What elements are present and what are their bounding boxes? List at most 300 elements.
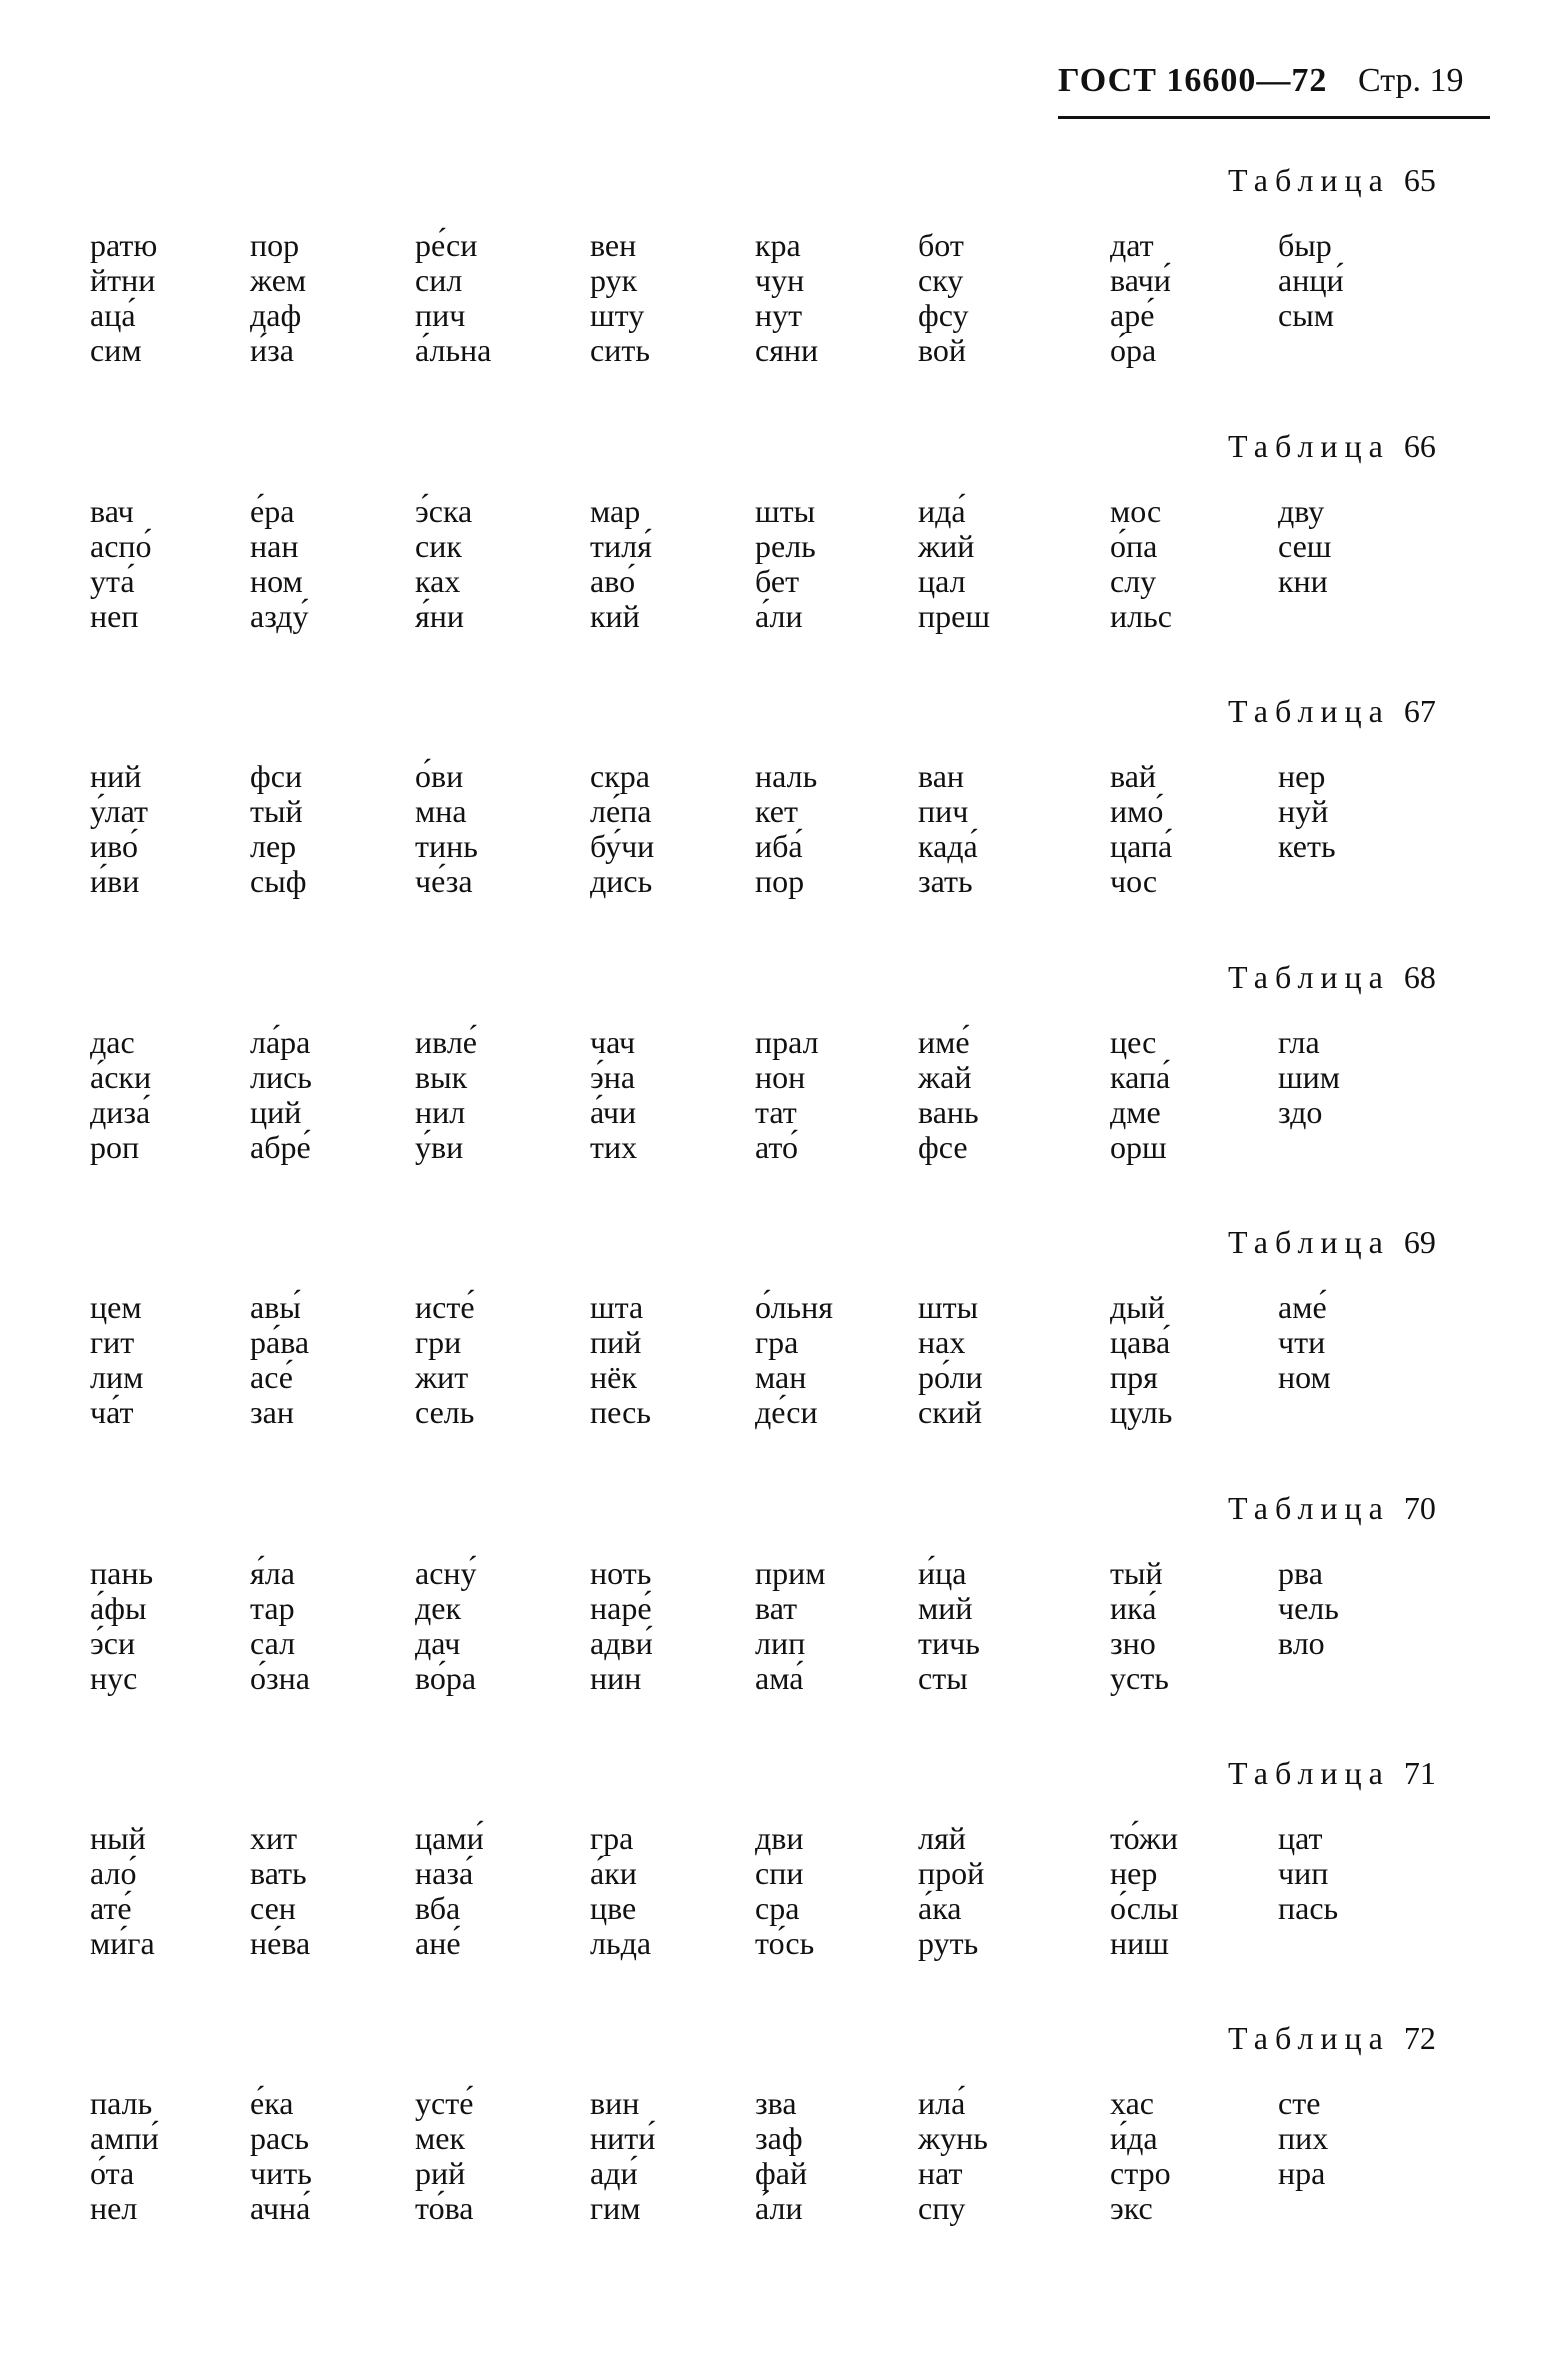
syllable: шту (590, 297, 645, 333)
syllable-column (90, 759, 250, 899)
syllable: дме (1110, 1094, 1161, 1130)
syllable: ват (755, 1590, 798, 1626)
syllable: шты (918, 1289, 979, 1325)
syllable-column (755, 494, 915, 634)
syllable: сыф (250, 863, 307, 899)
syllable: диза́ (90, 1094, 151, 1130)
syllable: ниш (1110, 1925, 1169, 1961)
syllable-column (590, 1025, 750, 1165)
syllable: вык (415, 1059, 468, 1095)
syllable: наль (755, 758, 818, 794)
syllable-column (918, 1556, 1078, 1696)
table-caption (1228, 2020, 1436, 2057)
syllable-column (1110, 1556, 1270, 1696)
syllable: нил (415, 1094, 466, 1130)
syllable: нан (250, 528, 299, 564)
syllable: аре́ (1110, 297, 1155, 333)
table-caption (1228, 1755, 1436, 1792)
syllable: песь (590, 1394, 651, 1430)
syllable: я́ни (415, 598, 464, 634)
syllable: ляй (918, 1820, 966, 1856)
syllable: тичь (918, 1625, 980, 1661)
syllable: сен (250, 1890, 296, 1926)
syllable-column (590, 1821, 750, 1961)
syllable: ми́га (90, 1925, 155, 1961)
syllable: вач (90, 493, 134, 529)
syllable-column (1110, 2086, 1270, 2226)
syllable: ний (90, 758, 142, 794)
syllable-column (415, 2086, 575, 2226)
table-caption (1228, 162, 1436, 199)
syllable: цве (590, 1890, 637, 1926)
syllable: фсу (918, 297, 969, 333)
syllable: ане́ (415, 1925, 461, 1961)
syllable: усте́ (415, 2085, 474, 2121)
syllable: сим (90, 332, 142, 368)
syllable: цава́ (1110, 1324, 1171, 1360)
syllable: ивле́ (415, 1024, 477, 1060)
syllable-table (0, 1224, 1547, 1474)
syllable: мар (590, 493, 641, 529)
syllable: нус (90, 1660, 138, 1696)
syllable: пря (1110, 1359, 1158, 1395)
standard-code: ГОСТ 16600—72 (1058, 62, 1328, 99)
syllable: чип (1278, 1855, 1329, 1891)
syllable: нер (1110, 1855, 1158, 1891)
syllable: зва (755, 2085, 797, 2121)
syllable: дись (590, 863, 653, 899)
syllable: нах (918, 1324, 966, 1360)
syllable: а́фы (90, 1590, 147, 1626)
syllable: йтни (90, 262, 156, 298)
syllable: бет (755, 563, 800, 599)
syllable: азду́ (250, 598, 309, 634)
syllable: кеть (1278, 828, 1336, 864)
syllable-column (918, 1025, 1078, 1165)
syllable: ном (1278, 1359, 1331, 1395)
syllable-table (0, 428, 1547, 678)
syllable-column (590, 1556, 750, 1696)
syllable: ман (755, 1359, 807, 1395)
syllable: неп (90, 598, 139, 634)
syllable: роп (90, 1129, 140, 1165)
syllable: асе́ (250, 1359, 293, 1395)
syllable: нити́ (590, 2120, 656, 2156)
syllable: е́ка (250, 2085, 294, 2121)
syllable: руть (918, 1925, 979, 1961)
syllable: нер (1278, 758, 1326, 794)
syllable: имо́ (1110, 793, 1164, 829)
syllable-column (90, 1290, 250, 1430)
syllable-column (918, 494, 1078, 634)
table-number: 72 (1403, 2020, 1436, 2056)
syllable: нра (1278, 2155, 1326, 2191)
syllable-column (250, 1821, 410, 1961)
syllable: здо (1278, 1094, 1323, 1130)
syllable-column (1278, 1290, 1438, 1395)
syllable: бу́чи (590, 828, 655, 864)
syllable: жунь (918, 2120, 988, 2156)
syllable: авы́ (250, 1289, 301, 1325)
syllable: наре́ (590, 1590, 652, 1626)
syllable: слу (1110, 563, 1157, 599)
table-caption-word: Таблица (1228, 959, 1390, 995)
syllable: а́ли (755, 2190, 803, 2226)
syllable: преш (918, 598, 990, 634)
syllable-table (0, 1490, 1547, 1740)
syllable: ильс (1110, 598, 1172, 634)
syllable-column (415, 1290, 575, 1430)
syllable: асну́ (415, 1555, 477, 1591)
syllable: а́чи (590, 1094, 637, 1130)
syllable: кий (590, 598, 640, 634)
syllable: быр (1278, 227, 1332, 263)
syllable: ра́ва (250, 1324, 310, 1360)
syllable: спу (918, 2190, 966, 2226)
table-number: 67 (1403, 693, 1436, 729)
syllable-column (918, 228, 1078, 368)
syllable-column (755, 1556, 915, 1696)
syllable: рель (755, 528, 816, 564)
syllable: цапа́ (1110, 828, 1173, 864)
syllable: о́ви (415, 758, 464, 794)
syllable: нут (755, 297, 803, 333)
syllable: гра (755, 1324, 799, 1360)
syllable: тих (590, 1129, 638, 1165)
syllable-column (1278, 228, 1438, 333)
syllable-column (1110, 759, 1270, 899)
syllable: ратю (90, 227, 158, 263)
table-number: 68 (1403, 959, 1436, 995)
syllable: тый (250, 793, 303, 829)
syllable: чос (1110, 863, 1158, 899)
syllable: зать (918, 863, 973, 899)
syllable: чить (250, 2155, 312, 2191)
syllable-column (90, 1025, 250, 1165)
syllable: гим (590, 2190, 641, 2226)
syllable: то́ва (415, 2190, 474, 2226)
table-caption (1228, 1224, 1436, 1261)
syllable: цал (918, 563, 966, 599)
syllable: аспо́ (90, 528, 152, 564)
page-header (1058, 62, 1490, 126)
syllable-column (1278, 494, 1438, 599)
table-caption-word: Таблица (1228, 1490, 1390, 1526)
syllable-column (415, 1025, 575, 1165)
syllable: адви́ (590, 1625, 653, 1661)
syllable: ида́ (918, 493, 966, 529)
syllable: е́ра (250, 493, 295, 529)
syllable: во́ра (415, 1660, 477, 1696)
syllable: сты (918, 1660, 968, 1696)
syllable-column (90, 2086, 250, 2226)
syllable: то́жи (1110, 1820, 1178, 1856)
syllable: а́ски (90, 1059, 152, 1095)
syllable: кни (1278, 563, 1328, 599)
syllable: ро́ли (918, 1359, 983, 1395)
syllable: ади́ (590, 2155, 638, 2191)
header-rule (1058, 116, 1490, 119)
page-number: Стр. 19 (1358, 62, 1464, 99)
syllable: име́ (918, 1024, 970, 1060)
syllable: цат (1278, 1820, 1323, 1856)
syllable-table (0, 2020, 1547, 2270)
syllable: о́зна (250, 1660, 310, 1696)
syllable: пор (755, 863, 805, 899)
syllable: ский (918, 1394, 982, 1430)
syllable: лер (250, 828, 297, 864)
syllable: жит (415, 1359, 469, 1395)
syllable: чун (755, 262, 805, 298)
syllable: шим (1278, 1059, 1341, 1095)
syllable-column (918, 1821, 1078, 1961)
syllable-column (590, 2086, 750, 2226)
syllable: нон (755, 1059, 806, 1095)
syllable: пань (90, 1555, 154, 1591)
syllable: фай (755, 2155, 808, 2191)
syllable: а́ли (755, 598, 803, 634)
syllable-table (0, 162, 1547, 412)
syllable: о́слы (1110, 1890, 1179, 1926)
syllable: лим (90, 1359, 144, 1395)
syllable: бот (918, 227, 964, 263)
syllable-column (918, 1290, 1078, 1430)
syllable: тинь (415, 828, 478, 864)
syllable: тиля́ (590, 528, 652, 564)
syllable: ла́ра (250, 1024, 311, 1060)
syllable: цами́ (415, 1820, 484, 1856)
syllable-column (590, 494, 750, 634)
syllable-column (755, 1821, 915, 1961)
syllable: пич (918, 793, 969, 829)
syllable-column (755, 2086, 915, 2226)
syllable-column (415, 759, 575, 899)
syllable: кра (755, 227, 801, 263)
table-caption (1228, 959, 1436, 996)
table-number: 70 (1403, 1490, 1436, 1526)
syllable: прим (755, 1555, 826, 1591)
table-caption-word: Таблица (1228, 428, 1390, 464)
syllable: зан (250, 1394, 294, 1430)
syllable-column (1110, 1290, 1270, 1430)
syllable: пих (1278, 2120, 1329, 2156)
syllable: о́та (90, 2155, 135, 2191)
syllable: лись (250, 1059, 312, 1095)
syllable: ато́ (755, 1129, 798, 1165)
table-caption-word: Таблица (1228, 2020, 1390, 2056)
syllable-column (1110, 1025, 1270, 1165)
syllable-table (0, 693, 1547, 943)
syllable: рва (1278, 1555, 1323, 1591)
syllable: нуй (1278, 793, 1329, 829)
syllable: дву (1278, 493, 1325, 529)
syllable: вой (918, 332, 967, 368)
syllable: цес (1110, 1024, 1157, 1060)
syllable: вачи́ (1110, 262, 1171, 298)
syllable: экс (1110, 2190, 1153, 2226)
syllable: ле́па (590, 793, 652, 829)
syllable: гри (415, 1324, 462, 1360)
syllable: вло (1278, 1625, 1325, 1661)
syllable: вин (590, 2085, 640, 2121)
syllable: када́ (918, 828, 978, 864)
syllable: сяни (755, 332, 819, 368)
table-caption-word: Таблица (1228, 1224, 1390, 1260)
syllable: а́ка (918, 1890, 962, 1926)
syllable-column (1278, 1821, 1438, 1926)
syllable: шты (755, 493, 816, 529)
syllable-column (250, 1556, 410, 1696)
syllable: хас (1110, 2085, 1154, 2121)
syllable: гит (90, 1324, 135, 1360)
syllable-column (250, 2086, 410, 2226)
syllable: вань (918, 1094, 979, 1130)
syllable-column (250, 1290, 410, 1430)
syllable-column (1278, 2086, 1438, 2191)
syllable-column (415, 1821, 575, 1961)
syllable: пор (250, 227, 300, 263)
syllable-column (590, 1290, 750, 1430)
syllable-column (250, 228, 410, 368)
syllable: ало́ (90, 1855, 137, 1891)
syllable: исте́ (415, 1289, 475, 1325)
syllable-table (0, 1755, 1547, 2005)
table-caption (1228, 693, 1436, 730)
syllable: ках (415, 563, 461, 599)
syllable-column (250, 759, 410, 899)
syllable: орш (1110, 1129, 1167, 1165)
syllable: дас (90, 1024, 135, 1060)
syllable: ску (918, 262, 964, 298)
syllable: не́ва (250, 1925, 311, 1961)
syllable-column (755, 1025, 915, 1165)
syllable: и́ви (90, 863, 140, 899)
syllable: э́на (590, 1059, 636, 1095)
syllable: стро (1110, 2155, 1171, 2191)
syllable: нин (590, 1660, 642, 1696)
syllable: ном (250, 563, 303, 599)
syllable: пич (415, 297, 466, 333)
syllable: о́льня (755, 1289, 833, 1325)
table-number: 71 (1403, 1755, 1436, 1791)
syllable: ный (90, 1820, 146, 1856)
syllable: скра (590, 758, 650, 794)
syllable: жем (250, 262, 307, 298)
syllable: че́за (415, 863, 473, 899)
syllable: гла (1278, 1024, 1320, 1060)
table-caption (1228, 428, 1436, 465)
syllable: тар (250, 1590, 295, 1626)
syllable: дый (1110, 1289, 1165, 1325)
syllable-column (250, 494, 410, 634)
syllable: вен (590, 227, 637, 263)
syllable: кет (755, 793, 798, 829)
syllable: мек (415, 2120, 465, 2156)
syllable-table (0, 959, 1547, 1209)
syllable: ноть (590, 1555, 652, 1591)
syllable-column (90, 1821, 250, 1961)
syllable: о́па (1110, 528, 1158, 564)
syllable: лип (755, 1625, 806, 1661)
syllable: дат (1110, 227, 1154, 263)
syllable: льда (590, 1925, 652, 1961)
syllable: жай (918, 1059, 972, 1095)
syllable: ута́ (90, 563, 135, 599)
syllable: чти (1278, 1324, 1326, 1360)
syllable: рий (415, 2155, 466, 2191)
table-number: 69 (1403, 1224, 1436, 1260)
syllable: иво́ (90, 828, 139, 864)
syllable: сым (1278, 297, 1334, 333)
syllable: капа́ (1110, 1059, 1171, 1095)
syllable: э́ска (415, 493, 473, 529)
syllable: ачна́ (250, 2190, 311, 2226)
syllable-column (1278, 1556, 1438, 1661)
syllable: спи (755, 1855, 804, 1891)
syllable: тат (755, 1094, 797, 1130)
syllable: цем (90, 1289, 142, 1325)
syllable: рук (590, 262, 638, 298)
syllable: ила́ (918, 2085, 966, 2121)
syllable-column (415, 1556, 575, 1696)
syllable-column (1110, 228, 1270, 368)
syllable: чель (1278, 1590, 1339, 1626)
syllable: дач (415, 1625, 461, 1661)
syllable-column (590, 228, 750, 368)
syllable: я́ла (250, 1555, 295, 1591)
syllable: рась (250, 2120, 309, 2156)
syllable: анци́ (1278, 262, 1344, 298)
syllable: гра (590, 1820, 634, 1856)
syllable: аца́ (90, 297, 136, 333)
syllable-column (90, 228, 250, 368)
syllable: сра (755, 1890, 800, 1926)
syllable-column (1110, 1821, 1270, 1961)
syllable: э́си (90, 1625, 136, 1661)
table-caption-word: Таблица (1228, 693, 1390, 729)
syllable: сеш (1278, 528, 1332, 564)
syllable-column (90, 1556, 250, 1696)
syllable: нат (918, 2155, 963, 2191)
syllable: пась (1278, 1890, 1339, 1926)
syllable: хит (250, 1820, 298, 1856)
syllable: дви (755, 1820, 804, 1856)
syllable: заф (755, 2120, 803, 2156)
syllable: ре́си (415, 227, 478, 263)
syllable: паль (90, 2085, 153, 2121)
syllable-column (918, 2086, 1078, 2226)
syllable: вба (415, 1890, 461, 1926)
syllable: у́лат (90, 793, 148, 829)
syllable: тый (1110, 1555, 1163, 1591)
syllable: о́ра (1110, 332, 1157, 368)
syllable: сить (590, 332, 650, 368)
syllable: нел (90, 2190, 138, 2226)
syllable: сик (415, 528, 462, 564)
syllable-column (1110, 494, 1270, 634)
syllable: ика́ (1110, 1590, 1157, 1626)
syllable: ате́ (90, 1890, 132, 1926)
syllable: зно (1110, 1625, 1156, 1661)
syllable-column (250, 1025, 410, 1165)
syllable: а́ки (590, 1855, 637, 1891)
syllable: а́льна (415, 332, 492, 368)
syllable: и́да (1110, 2120, 1158, 2156)
syllable: дек (415, 1590, 462, 1626)
syllable-column (755, 228, 915, 368)
syllable: вай (1110, 758, 1157, 794)
syllable: абре́ (250, 1129, 311, 1165)
